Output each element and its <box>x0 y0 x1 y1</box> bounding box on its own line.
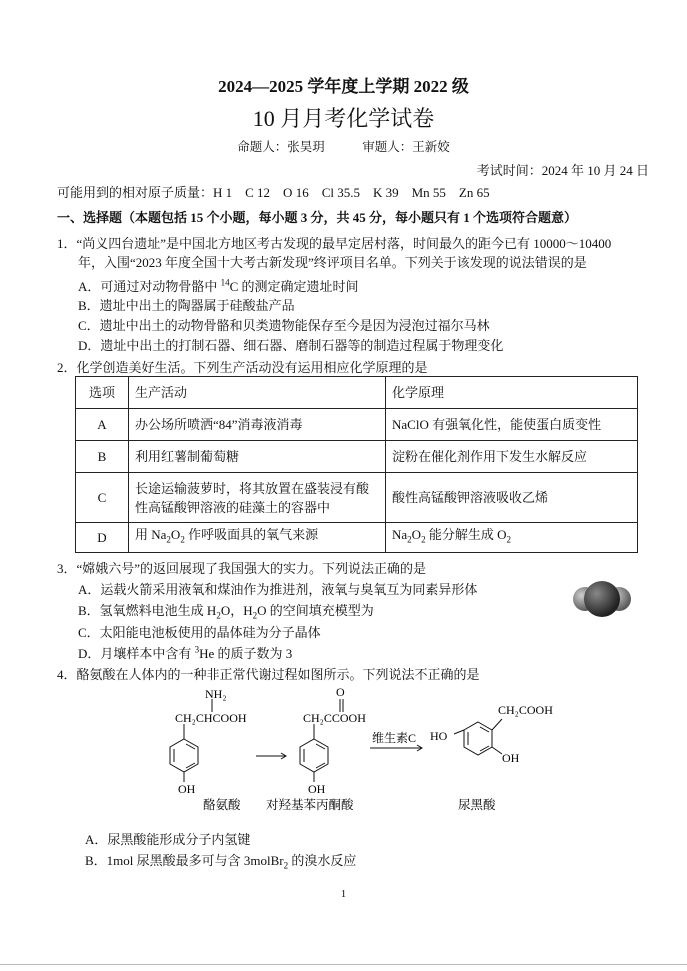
table-header: 生产活动 <box>129 377 386 409</box>
q1-stem-line2: 年，入围“2023 年度全国十大考古新发现”终评项目名单。下列关于该发现的说法错误的是 <box>78 255 587 270</box>
q3-option-b: B．氢氧燃料电池生成 $H_2O$，$H_2O$ 的空间填充模型为 <box>78 603 374 621</box>
pyruvic-chain-label: CH₂CCOOH <box>303 711 366 725</box>
atomic-masses: 可能用到的相对原子质量：H 1 C 12 O 16 Cl 35.5 K 39 Mn 55 Zn 65 <box>57 185 490 200</box>
homogentisic-acid-name: 尿黑酸 <box>458 798 496 812</box>
reaction-arrow-icon <box>370 745 422 751</box>
section-heading: 一、选择题（本题包括 15 个小题，每小题 3 分，共 45 分，每小题只有 1 个选项符合题意） <box>57 210 578 225</box>
carbonyl-o-label: O <box>336 685 345 699</box>
oxygen-sphere-icon <box>584 581 620 617</box>
page-number: 1 <box>340 888 347 900</box>
tyrosine-chain-label: CH₂CHCOOH <box>175 711 247 725</box>
q3-option-c: C．太阳能电池板使用的晶体硅为分子晶体 <box>78 625 321 640</box>
q1-option-c: C．遗址中出土的动物骨骼和贝类遗物能保存至今是因为浸泡过福尔马林 <box>78 318 490 333</box>
q1-option-b: B．遗址中出土的陶器属于硅酸盐产品 <box>78 298 295 313</box>
exam-time: 考试时间：2024 年 10 月 24 日 <box>476 163 649 178</box>
q3-option-d: D．月壤样本中含有 $^3$He 的质子数为 3 <box>78 644 293 661</box>
oh-label: OH <box>502 751 520 765</box>
table-cell-principle: 淀粉在催化剂作用下发生水解反应 <box>386 441 638 473</box>
table-row <box>76 409 638 441</box>
q3-option-a: A．运载火箭采用液氧和煤油作为推进剂，液氧与臭氧互为同素异形体 <box>78 582 478 597</box>
table-header-row <box>76 377 638 409</box>
nh2-label: NH₂ <box>205 687 227 701</box>
hydroxyphenylpyruvic-acid-name: 对羟基苯丙酮酸 <box>266 798 354 812</box>
table-cell-option: B <box>76 441 129 473</box>
table-header: 化学原理 <box>386 377 638 409</box>
q2-table <box>75 376 638 553</box>
q3-stem: 3．“嫦娥六号”的返回展现了我国强大的实力。下列说法正确的是 <box>57 561 427 576</box>
table-header: 选项 <box>76 377 129 409</box>
table-cell-activity: 利用红薯制葡萄糖 <box>129 441 386 473</box>
table-row <box>76 523 638 553</box>
q4-option-b: B．1mol 尿黑酸最多可与含 3molBr$_2$ 的溴水反应 <box>85 853 357 871</box>
ho-label: HO <box>430 729 448 743</box>
reagent-label: 维生素C <box>372 731 417 745</box>
table-cell-option: D <box>76 523 129 553</box>
q4-stem: 4．酪氨酸在人体内的一种非正常代谢过程如图所示。下列说法不正确的是 <box>57 667 480 682</box>
acetic-chain-label: CH₂COOH <box>498 703 553 717</box>
table-cell-option: C <box>76 473 129 523</box>
q4-option-a: A．尿黑酸能形成分子内氢键 <box>85 832 251 847</box>
water-space-filling-model <box>572 578 632 622</box>
molecule-homogentisic-acid <box>454 719 502 755</box>
table-cell-activity: 长途运输菠萝时，将其放置在盛装浸有酸性高锰酸钾溶液的硅藻土的容器中 <box>129 473 386 523</box>
tyrosine-metabolism-diagram <box>150 682 560 814</box>
table-cell-option: A <box>76 409 129 441</box>
q1-stem-line1: 1．“尚义四台遗址”是中国北方地区考古发现的最早定居村落，时间最久的距今已有 10000～10400 <box>57 236 612 251</box>
table-cell-principle: 酸性高锰酸钾溶液吸收乙烯 <box>386 473 638 523</box>
oh-label: OH <box>178 782 196 796</box>
tyrosine-name: 酪氨酸 <box>203 798 241 812</box>
table-cell-principle: NaClO 有强氧化性，能使蛋白质变性 <box>386 409 638 441</box>
oh-label: OH <box>308 782 326 796</box>
reaction-arrow-icon <box>256 753 286 759</box>
exam-title-line2: 10 月月考化学试卷 <box>252 106 435 131</box>
q2-stem: 2．化学创造美好生活。下列生产活动没有运用相应化学原理的是 <box>57 360 428 375</box>
table-cell-activity: 办公场所喷洒“84”消毒液消毒 <box>129 409 386 441</box>
table-row <box>76 441 638 473</box>
authors: 命题人：张昊玥 审题人：王新姣 <box>237 140 450 154</box>
q1-option-d: D．遗址中出土的打制石器、细石器、磨制石器等的制造过程属于物理变化 <box>78 338 504 353</box>
exam-title-line1: 2024—2025 学年度上学期 2022 级 <box>218 77 469 96</box>
table-cell-principle: $Na_2O_2$ 能分解生成 $O_2$ <box>386 523 638 553</box>
table-cell-activity: 用 $Na_2O_2$ 作呼吸面具的氧气来源 <box>129 523 386 553</box>
table-row <box>76 473 638 523</box>
page-bottom-divider <box>0 964 687 965</box>
q1-option-a: A．可通过对动物骨骼中 $^{14}$C 的测定确定遗址时间 <box>78 277 359 294</box>
